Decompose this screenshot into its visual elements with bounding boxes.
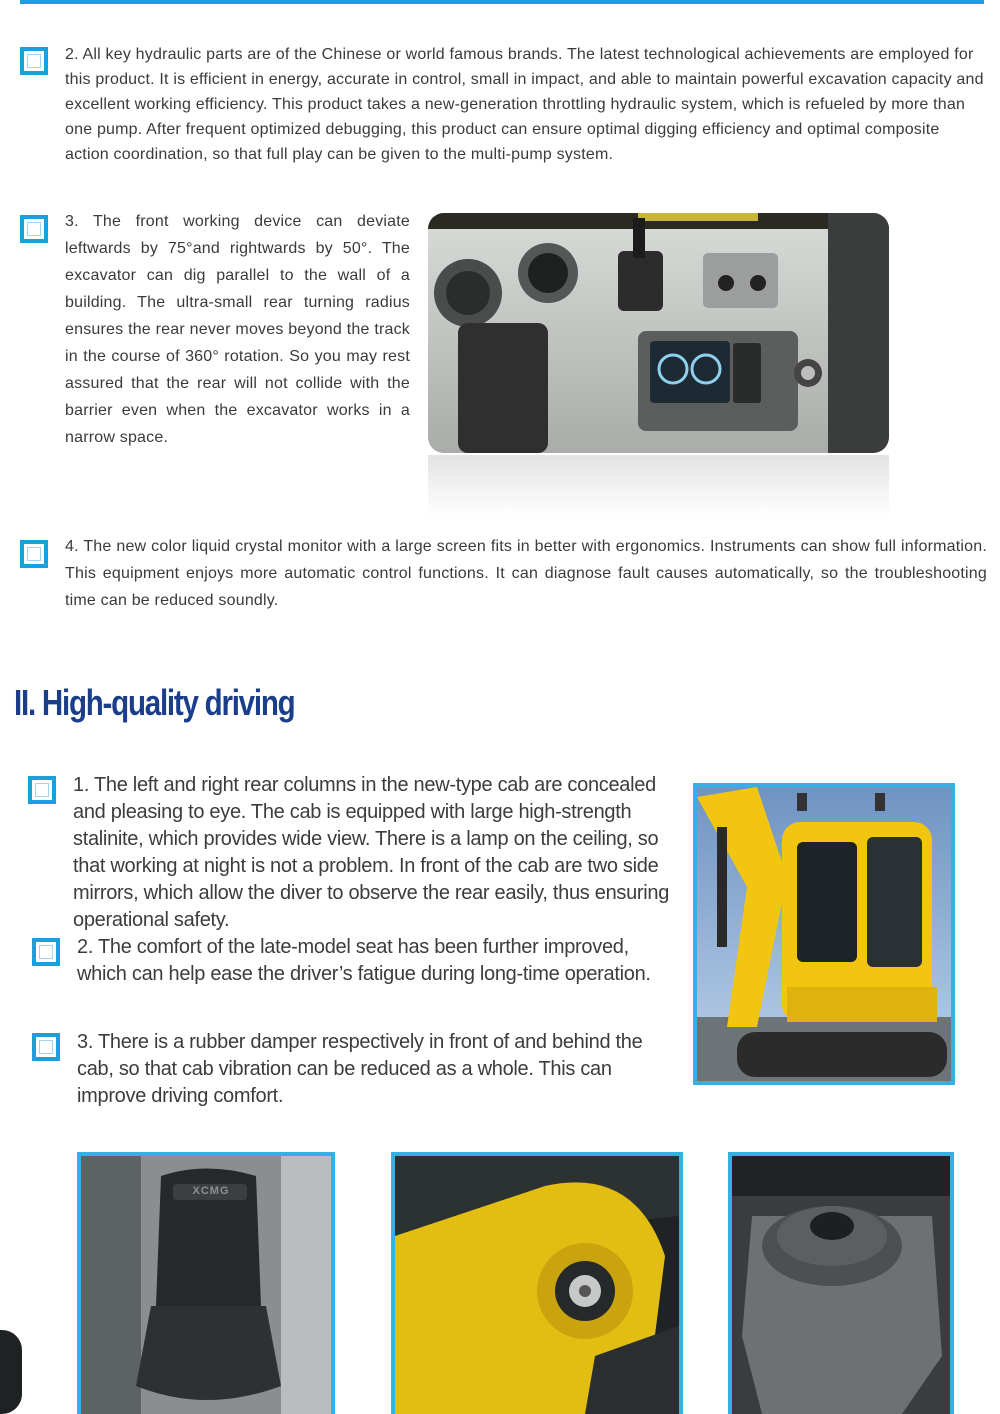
driving-paragraph-cab: 1. The left and right rear columns in the new-type cab are concealed and pleasing to eye. The cab is equipped with large high-strength stalinite, which provides wide view. There is a lamp on the ceiling, so that working at night is not a problem. In front of the cab are two side mirrors, which allow the diver to observe the rear easily, thus ensuring operational safety. — [73, 774, 670, 931]
feature-paragraph-working-device: 3. The front working device can deviate leftwards by 75°and rightwards by 50°. The excavator can dig parallel to the wall of a building. The ultra-small rear turning radius ensures the rear never moves beyond the track in the course of 360° rotation. So you may rest assured that the rear will not collide with the barrier even when the excavator works in a narrow space. — [65, 213, 410, 446]
driving-paragraph-damper: 3. There is a rubber damper respectively in front of and behind the cab, so that cab vibration can be reduced as a whole. This can improve driving comfort. — [77, 1031, 643, 1107]
bullet-square-icon — [20, 47, 48, 75]
bullet-square-icon — [28, 776, 56, 804]
bullet-square-icon — [20, 540, 48, 568]
yellow-pin-joint-photo — [391, 1152, 683, 1414]
cab-console-photo — [428, 213, 889, 453]
bullet-square-icon — [32, 1033, 60, 1061]
feature-paragraph-hydraulic: 2. All key hydraulic parts are of the Chinese or world famous brands. The latest technological achievements are employed for this product. It is efficient in energy, accurate in control, small in impact, and able to maintain powerful excavation capacity and excellent working efficiency. This product takes a new-generation throttling hydraulic system, which is refueled by more than one pump. After frequent optimized debugging, this product can ensure optimal digging efficiency and optimal composite action coordination, so that full play can be given to the multi-pump system. — [65, 46, 984, 163]
cab-console-photo-reflection — [428, 455, 889, 517]
section-heading-driving: II. High-quality driving — [14, 682, 295, 723]
operator-seat-photo — [77, 1152, 335, 1414]
bullet-square-icon — [32, 938, 60, 966]
bullet-square-icon — [20, 215, 48, 243]
rubber-damper-photo — [728, 1152, 954, 1414]
excavator-cab-photo — [693, 783, 955, 1085]
top-divider-line — [20, 0, 984, 4]
edge-photo-fragment — [0, 1330, 22, 1414]
feature-paragraph-monitor: 4. The new color liquid crystal monitor with a large screen fits in better with ergonomics. Instruments can show full information. This equipment enjoys more automatic control functions. It can diagnose fault causes automatically, so the troubleshooting time can be reduced soundly. — [65, 538, 987, 609]
seat-brand-logo: XCMG — [192, 1185, 230, 1197]
driving-paragraph-seat: 2. The comfort of the late-model seat has been further improved, which can help ease the driver’s fatigue during long-time operation. — [77, 936, 651, 985]
